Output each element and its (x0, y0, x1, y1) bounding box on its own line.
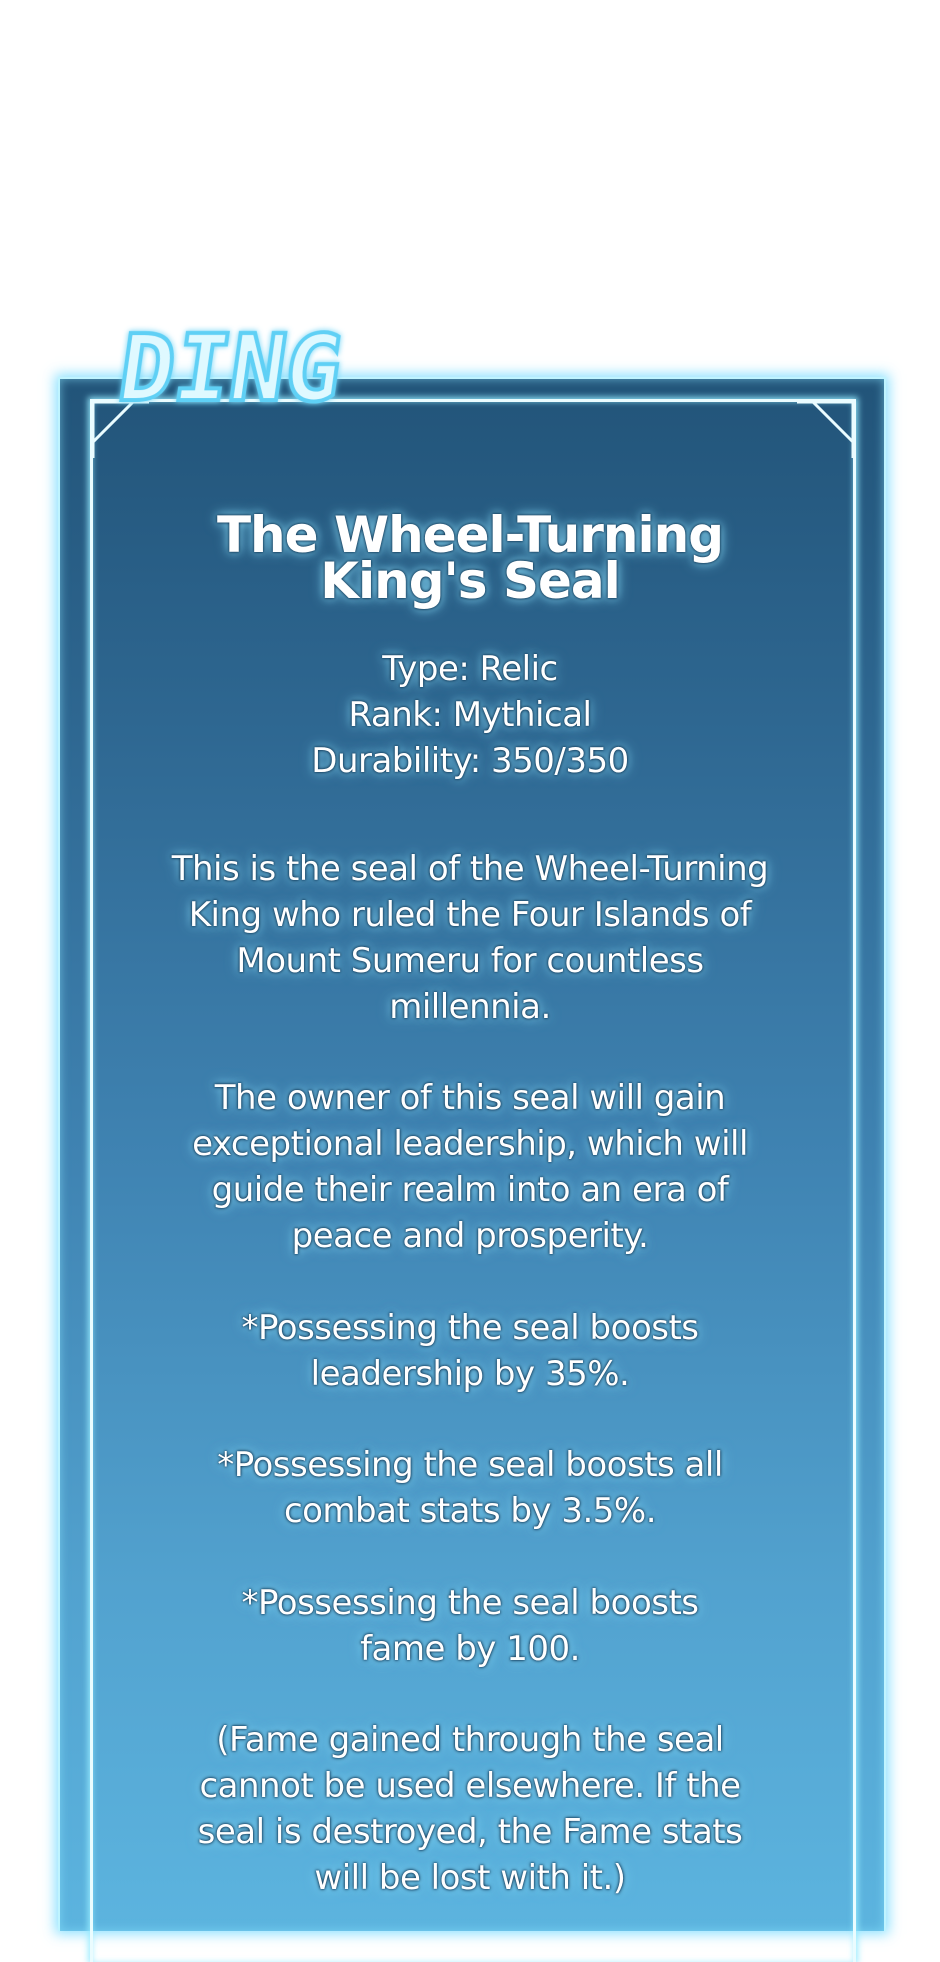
ding-text: DING (112, 314, 349, 422)
item-title (58, 506, 882, 610)
note-line: (Fame gained through the seal (216, 1720, 724, 1760)
effect-line: peace and prosperity. (291, 1216, 649, 1256)
boost-line: *Possessing the seal boosts (241, 1583, 699, 1623)
item-effect (58, 1075, 882, 1259)
description-line: King who ruled the Four Islands of (188, 895, 752, 935)
effect-line: exceptional leadership, which will (192, 1124, 748, 1164)
corner-ornament-right-icon (797, 402, 853, 458)
boost-line: combat stats by 3.5%. (283, 1491, 657, 1531)
description-line: This is the seal of the Wheel-Turning (171, 849, 769, 889)
boost-line: *Possessing the seal boosts all (217, 1445, 723, 1485)
note-line: will be lost with it.) (314, 1858, 626, 1898)
note-line: seal is destroyed, the Fame stats (197, 1812, 743, 1852)
item-durability: Durability: 350/350 (311, 741, 629, 781)
boost-combat (58, 1442, 882, 1534)
note-line: cannot be used elsewhere. If the (199, 1766, 741, 1806)
item-note (58, 1717, 882, 1901)
boost-fame (58, 1580, 882, 1672)
effect-line: guide their realm into an era of (211, 1170, 729, 1210)
boost-line: fame by 100. (360, 1629, 580, 1669)
item-title-line: The Wheel-Turning (216, 506, 724, 564)
item-title-line: King's Seal (320, 552, 620, 610)
boost-line: *Possessing the seal boosts (241, 1308, 699, 1348)
item-type: Type: Relic (382, 649, 558, 689)
description-line: Mount Sumeru for countless (236, 941, 704, 981)
boost-leadership (58, 1305, 882, 1397)
ding-sound-effect (112, 300, 349, 422)
boost-line: leadership by 35%. (310, 1354, 630, 1394)
description-line: millennia. (389, 987, 551, 1027)
item-rank: Rank: Mythical (348, 695, 592, 735)
effect-line: The owner of this seal will gain (214, 1078, 726, 1118)
item-stats (58, 646, 882, 784)
item-description (58, 846, 882, 1030)
